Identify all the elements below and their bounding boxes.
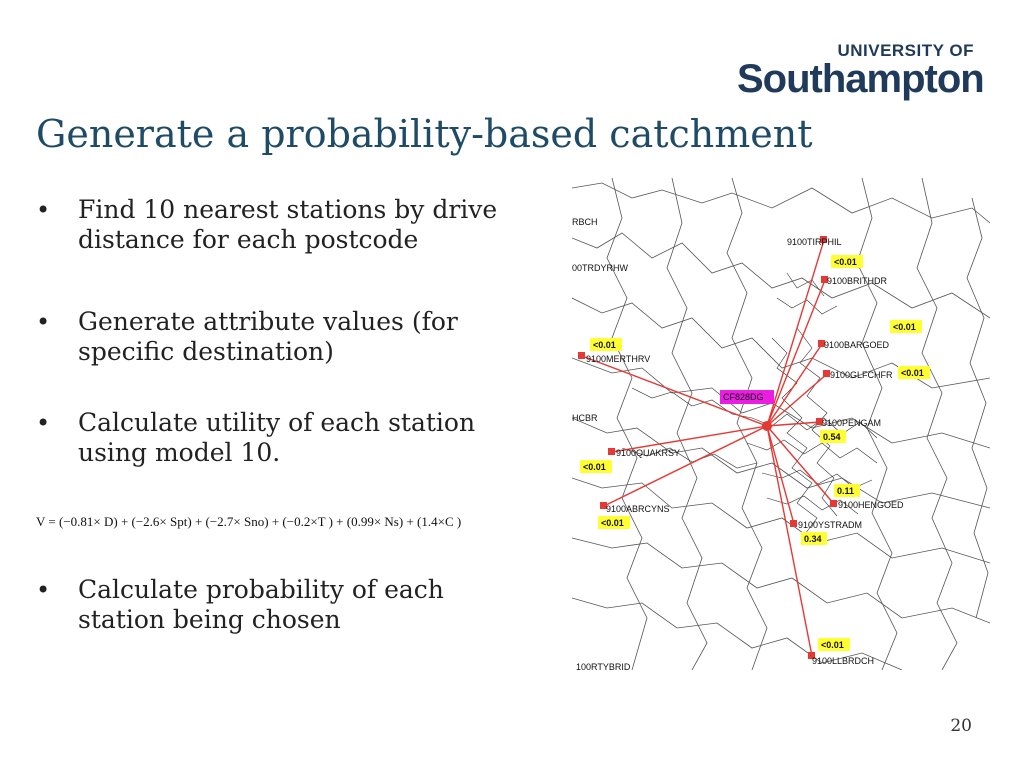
partial-label: RBCH [572,217,598,227]
probability-badge: <0.01 [593,340,616,350]
bullet-line: specific destination) [78,337,334,366]
bullet-line: station being chosen [78,605,341,634]
station-label: 9100HENGOED [838,500,904,510]
logo-line-1: UNIVERSITY OF [837,41,974,60]
bullet-dot-icon: • [36,308,51,336]
catchment-map [572,178,990,670]
bullet-line: Calculate probability of each [78,575,444,604]
postcode-text: CF828DG [723,392,764,402]
bullet-line: Calculate utility of each station [78,408,476,437]
probability-badge: <0.01 [901,368,924,378]
station-label: 9100GLFCHFR [830,370,893,380]
bullet-line: using model 10. [78,438,281,467]
probability-badge: 0.11 [837,486,855,496]
bullet-item [36,307,576,367]
page-number: 20 [950,716,972,736]
bullet-line: Generate attribute values (for [78,307,458,336]
boundary-lines [572,178,990,670]
probability-badge: <0.01 [583,462,606,472]
bullet-dot-icon: • [36,196,51,224]
probability-badge: 0.54 [823,432,841,442]
station-label: 9100QUAKRSY [616,448,681,458]
bullet-line: Find 10 nearest stations by drive [78,195,498,224]
bullet-line: distance for each postcode [78,225,419,254]
bullet-item [36,575,576,635]
probability-badge: 0.34 [804,534,822,544]
station-label: 9100ABRCYNS [606,504,670,514]
station-label: 9100PENGAM [822,418,882,428]
slide-title: Generate a probability-based catchment [36,112,813,156]
station-label: 9100TIRPHIL [787,237,842,247]
station-label: 9100LLBRDCH [812,656,875,666]
partial-label: 100RTYBRID [576,662,631,670]
station-label: 9100BRITHDR [827,276,888,286]
probability-badge: <0.01 [893,322,916,332]
university-logo [737,41,984,101]
probability-badge: <0.01 [601,518,624,528]
station-label: 9100BARGOED [824,340,890,350]
partial-label: 00TRDYRHW [572,263,629,273]
station-label: 9100MERTHRV [586,354,651,364]
catchment-map-svg [572,178,990,670]
bullet-dot-icon: • [36,409,51,437]
partial-label: HCBR [572,413,598,423]
bullet-item [36,408,576,468]
probability-badge: <0.01 [834,257,857,267]
utility-formula: V = (−0.81× D) + (−2.6× Spt) + (−2.7× Sno) + (−0.2×T ) + (0.99× Ns) + (1.4×C ) [36,514,462,529]
logo-line-2: Southampton [737,57,984,101]
postcode-label [720,390,774,404]
probability-badge: <0.01 [821,640,844,650]
station-label: 9100YSTRADM [798,520,863,530]
station-labels [572,217,904,670]
bullet-item [36,195,576,255]
bullet-dot-icon: • [36,576,51,604]
